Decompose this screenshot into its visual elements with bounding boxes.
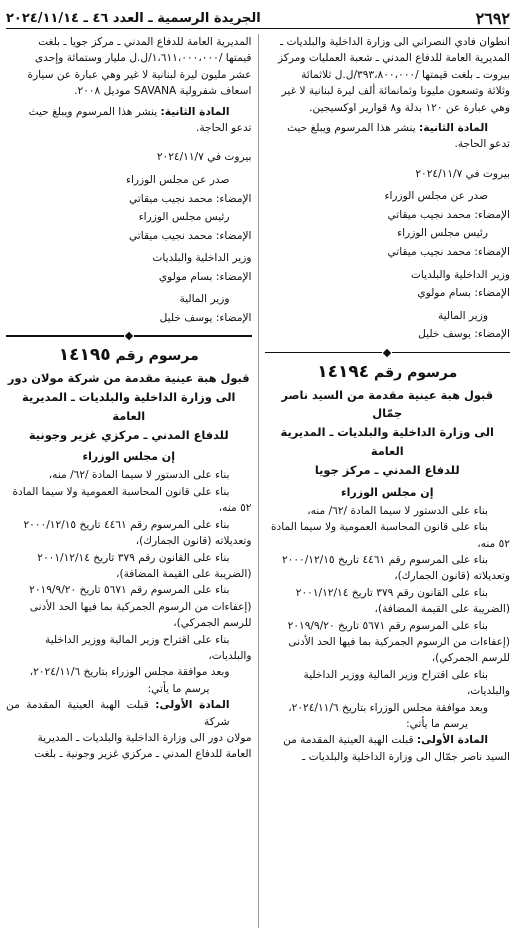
decree-heading — [265, 362, 511, 382]
gazette-title: الجريدة الرسمية ـ العدد ٤٦ ـ ٢٠٢٤/١١/١٤ — [6, 11, 261, 26]
text-line: اسعاف شفرولية SAVANA موديل ٢٠٠٨. — [74, 85, 252, 98]
decree-title-line: للدفاع المدني ـ مركزي غزير وجونية — [28, 427, 229, 442]
decree-title-line: قبول هبة عينية مقدمة من السيد ناصر جمّال — [281, 387, 494, 421]
preamble-line: (الضريبة على القيمة المضافة)، — [374, 603, 510, 616]
section-divider — [6, 333, 252, 339]
preamble-line: وبعد موافقة مجلس الوزراء بتاريخ ٢٠٢٤/١١/٦، — [288, 701, 488, 714]
pm-title: رئيس مجلس الوزراء — [138, 211, 230, 224]
text-line: قيمتها /١،٦١١،٠٠٠،٠٠٠/ل.ل مليار وستمائة وإحدى — [34, 52, 252, 65]
text-line: وهي عبارة عن ١٢٠ بدلة و٨ قوارير اوكسيجين. — [309, 101, 510, 114]
signoff-block — [265, 165, 511, 344]
columns — [6, 34, 510, 928]
article-text: قبلت الهبة العينية المقدمة من — [283, 734, 414, 747]
decree-number: ١٤١٩٤ — [317, 361, 370, 382]
signature: الإمضاء: محمد نجيب ميقاتي — [128, 192, 252, 205]
decree-label: مرسوم رقم — [115, 348, 199, 365]
signature: الإمضاء: محمد نجيب ميقاتي — [128, 229, 252, 242]
left-column — [6, 34, 259, 928]
finance-minister-title: وزير المالية — [437, 309, 488, 322]
section-divider — [265, 350, 511, 356]
pm-title: رئيس مجلس الوزراء — [397, 227, 488, 240]
preamble-line: والبلديات، — [466, 685, 510, 698]
page-number: ٢٦٩٢ — [475, 9, 510, 28]
intro-paragraph — [265, 34, 511, 116]
decree-title-line: الى وزارة الداخلية والبلديات ـ المديرية العامة — [22, 390, 236, 423]
preamble-line: بناء على قانون المحاسبة العمومية ولا سيما المادة — [271, 521, 488, 534]
preamble — [265, 503, 511, 733]
intro-paragraph — [6, 34, 252, 100]
signature: الإمضاء: بسام مولوي — [417, 287, 510, 300]
article-label: المادة الثانية: — [419, 122, 488, 135]
article-text: ينشر هذا المرسوم ويبلغ حيث — [287, 122, 416, 135]
signature: الإمضاء: محمد نجيب ميقاتي — [387, 208, 510, 221]
article-two — [6, 104, 252, 120]
preamble-line: (إعفاءات من الرسوم الجمركية بما فيها الحد الأدنى — [29, 600, 252, 613]
article-two — [265, 120, 511, 136]
preamble-line: بناء على القانون رقم ٣٧٩ تاريخ ٢٠٠١/١٢/١٤ — [295, 586, 488, 599]
decree-heading — [6, 345, 252, 365]
signoff-block — [6, 148, 252, 327]
council-heading: إن مجلس الوزراء — [82, 450, 175, 464]
interior-minister-title: وزير الداخلية والبلديات — [152, 252, 252, 265]
article-one-cont: السيد ناصر جمّال الى وزارة الداخلية والبلديات ـ — [302, 750, 510, 763]
place-date: بيروت في ٢٠٢٤/١١/٧ — [156, 151, 252, 164]
decree-label: مرسوم رقم — [374, 364, 458, 381]
decree-title — [265, 386, 511, 480]
article-one — [265, 732, 511, 748]
article-two-cont: تدعو الحاجة. — [195, 122, 252, 135]
preamble-line: والبلديات، — [208, 649, 252, 662]
preamble-line: يرسم ما يأتي: — [406, 717, 468, 730]
article-label: المادة الأولى: — [416, 734, 488, 747]
preamble-line: بناء على المرسوم رقم ٤٤٦١ تاريخ ٢٠٠٠/١٢/١٥ — [23, 518, 230, 531]
article-one — [6, 697, 252, 730]
text-line: وثلاثة وتسعون مليونا وثمانمائة ألف ليرة لبنانية لا غير — [281, 85, 510, 98]
preamble-line: بناء على الدستور لا سيما المادة /٦٢/ منه، — [48, 469, 230, 482]
text-line: عشر مليون ليرة لبنانية لا غير وهي عبارة عن سيارة — [27, 68, 252, 81]
preamble-line: بناء على قانون المحاسبة العمومية ولا سيما المادة — [12, 485, 230, 498]
preamble-line: بناء على اقتراح وزير المالية ووزير الداخلية — [303, 668, 488, 681]
preamble-line: يرسم ما يأتي: — [147, 682, 210, 695]
article-label: المادة الثانية: — [160, 105, 230, 118]
preamble-line: بناء على المرسوم رقم ٥٦٧١ تاريخ ٢٠١٩/٩/٢٠ — [287, 619, 488, 632]
place-date: بيروت في ٢٠٢٤/١١/٧ — [415, 167, 510, 180]
text-line: المديرية العامة للدفاع المدني ـ مركز جويا ـ بلغت — [38, 36, 252, 48]
signature: الإمضاء: بسام مولوي — [158, 270, 252, 283]
text-line: انطوان فادي النصراني الى وزارة الداخلية والبلديات ـ — [279, 36, 510, 48]
preamble-line: (إعفاءات من الرسوم الجمركية بما فيها الحد الأدنى — [288, 635, 510, 648]
article-one-cont: العامة للدفاع المدني ـ مركزي غزير وجونية ـ بلغت — [34, 748, 252, 761]
preamble — [6, 467, 252, 697]
preamble-line: ٥٢ منه، — [477, 537, 510, 550]
decree-title-line: قبول هبة عينية مقدمة من شركة مولان دور — [7, 371, 250, 386]
preamble-line: (الضريبة على القيمة المضافة)، — [116, 567, 252, 580]
preamble-line: بناء على القانون رقم ٣٧٩ تاريخ ٢٠٠١/١٢/١٤ — [37, 551, 230, 564]
decree-number: ١٤١٩٥ — [58, 345, 111, 366]
preamble-line: للرسم الجمركي)، — [173, 617, 252, 630]
article-one-cont: مولان دور الى وزارة الداخلية والبلديات ـ المديرية — [37, 731, 252, 744]
preamble-line: بناء على الدستور لا سيما المادة /٦٢/ منه، — [307, 504, 488, 517]
article-label: المادة الأولى: — [155, 699, 230, 712]
signature: الإمضاء: يوسف خليل — [418, 328, 510, 341]
council-heading: إن مجلس الوزراء — [341, 485, 434, 499]
article-two-cont: تدعو الحاجة. — [454, 138, 510, 151]
interior-minister-title: وزير الداخلية والبلديات — [410, 268, 510, 281]
text-line: المديرية العامة للدفاع المدني ـ شعبة العمليات ومركز — [277, 52, 510, 65]
page-header — [6, 6, 510, 29]
preamble-line: وبعد موافقة مجلس الوزراء بتاريخ ٢٠٢٤/١١/٦، — [29, 666, 230, 679]
decree-title — [6, 369, 252, 444]
issued-by: صدر عن مجلس الوزراء — [384, 190, 488, 203]
article-text: ينشر هذا المرسوم ويبلغ حيث — [28, 105, 158, 118]
right-column — [259, 34, 511, 928]
preamble-line: للرسم الجمركي)، — [431, 652, 510, 665]
issued-by: صدر عن مجلس الوزراء — [126, 173, 230, 186]
preamble-line: وتعديلاته (قانون الجمارك)، — [135, 535, 252, 548]
preamble-line: ٥٢ منه، — [218, 502, 252, 515]
preamble-line: بناء على المرسوم رقم ٥٦٧١ تاريخ ٢٠١٩/٩/٢٠ — [29, 584, 230, 597]
text-line: بيروت ـ بلغت قيمتها /٣٩٣،٨٠٠،٠٠٠/ل.ل ثلاثمائة — [301, 68, 510, 81]
preamble-line: بناء على المرسوم رقم ٤٤٦١ تاريخ ٢٠٠٠/١٢/١٥ — [281, 553, 488, 566]
preamble-line: وتعديلاته (قانون الجمارك)، — [394, 570, 510, 583]
signature: الإمضاء: يوسف خليل — [159, 311, 252, 324]
preamble-line: بناء على اقتراح وزير المالية ووزير الداخلية — [45, 633, 230, 646]
signature: الإمضاء: محمد نجيب ميقاتي — [387, 245, 510, 258]
finance-minister-title: وزير المالية — [179, 293, 230, 306]
decree-title-line: الى وزارة الداخلية والبلديات ـ المديرية العامة — [280, 425, 494, 459]
decree-title-line: للدفاع المدني ـ مركز جويا — [314, 462, 460, 477]
article-text: قبلت الهبة العينية المقدمة من شركة — [6, 699, 230, 728]
